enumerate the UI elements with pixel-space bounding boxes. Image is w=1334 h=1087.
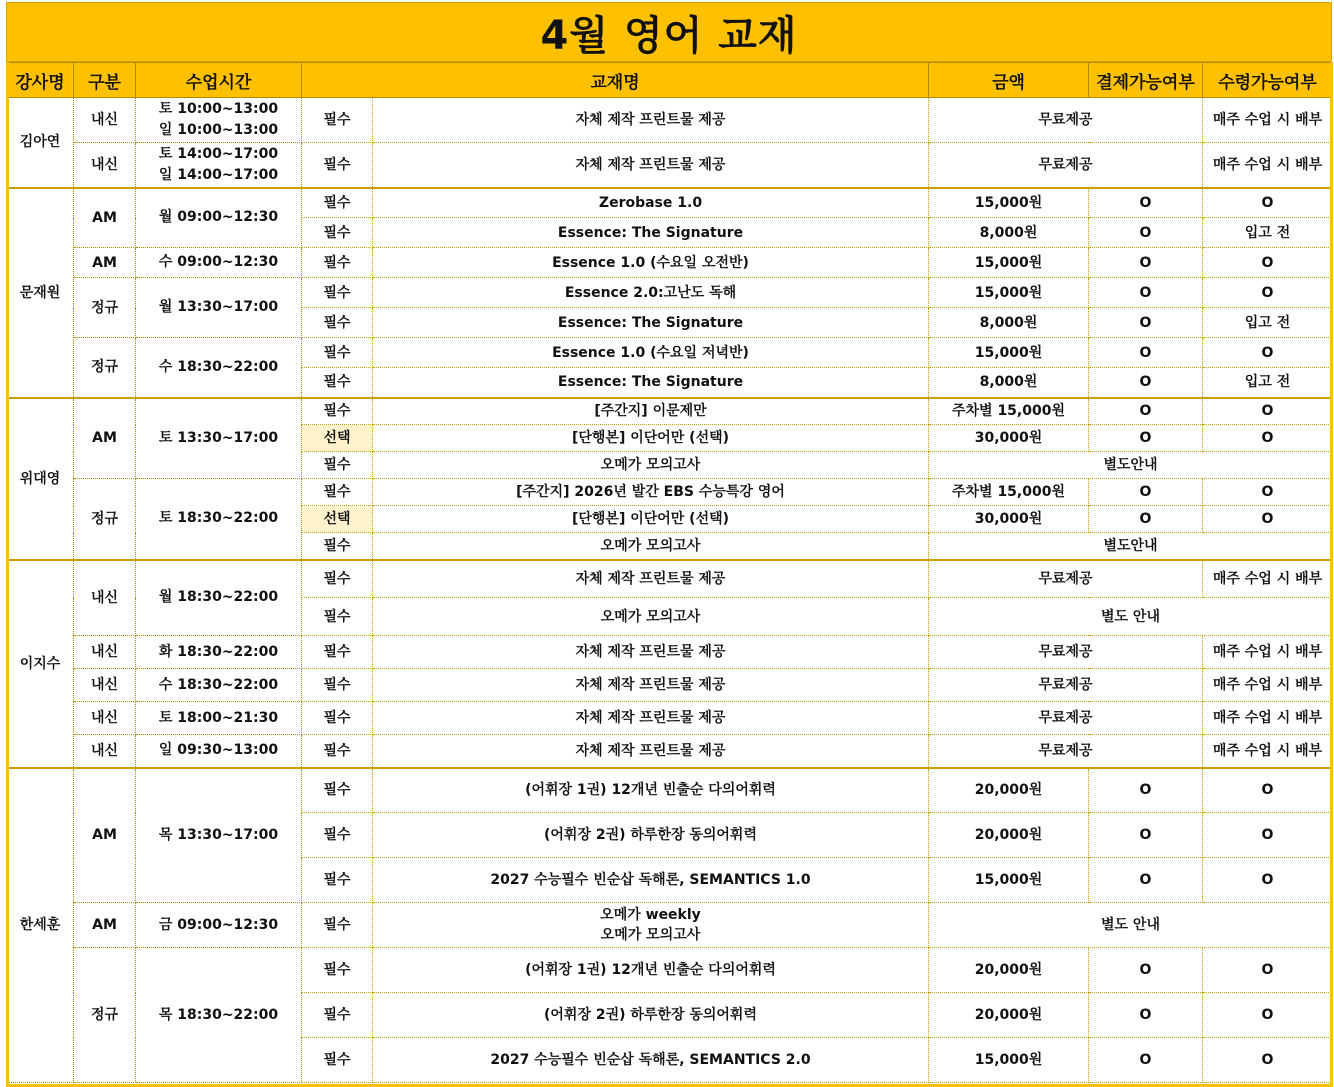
receive-cell: O bbox=[1203, 248, 1333, 278]
price-cell: 20,000원 bbox=[929, 768, 1089, 813]
requirement-cell: 필수 bbox=[302, 452, 373, 479]
class-time-line: 수 18:30~22:00 bbox=[158, 358, 279, 375]
header-receive: 수령가능여부 bbox=[1203, 63, 1333, 98]
class-time-cell bbox=[136, 903, 302, 948]
book-name-line: [단행본] 이단어만 (선택) bbox=[571, 511, 730, 527]
book-name-cell bbox=[373, 903, 929, 948]
category-cell: AM bbox=[74, 768, 136, 903]
price-cell: 20,000원 bbox=[929, 993, 1089, 1038]
price-note-cell: 무료제공 bbox=[929, 636, 1203, 669]
book-name-line: (어휘장 2권) 하루한장 동의어휘력 bbox=[544, 1007, 757, 1023]
payment-cell: O bbox=[1089, 218, 1203, 248]
requirement-cell: 필수 bbox=[302, 338, 373, 368]
receive-cell: 매주 수업 시 배부 bbox=[1203, 98, 1333, 143]
receive-cell: O bbox=[1203, 813, 1333, 858]
category-cell: 정규 bbox=[74, 338, 136, 398]
header-time: 수업시간 bbox=[136, 63, 302, 98]
class-time-cell bbox=[136, 143, 302, 188]
price-note-cell: 별도안내 bbox=[929, 533, 1333, 560]
requirement-cell: 필수 bbox=[302, 248, 373, 278]
price-cell: 15,000원 bbox=[929, 188, 1089, 218]
table-row bbox=[7, 398, 1333, 425]
book-name-line: Essence 1.0 (수요일 오전반) bbox=[552, 254, 749, 271]
sheet-border-left bbox=[6, 62, 9, 1087]
teacher-cell: 위대영 bbox=[7, 398, 74, 560]
class-time-line: 화 18:30~22:00 bbox=[158, 643, 279, 660]
book-name-line: 2027 수능필수 빈순삽 독해론, SEMANTICS 2.0 bbox=[490, 1052, 811, 1068]
requirement-cell: 필수 bbox=[302, 308, 373, 338]
price-cell: 15,000원 bbox=[929, 248, 1089, 278]
book-name-line: 오메가 모의고사 bbox=[600, 457, 701, 473]
price-cell: 8,000원 bbox=[929, 218, 1089, 248]
book-name-line: 오메가 weekly bbox=[600, 907, 701, 923]
table-row bbox=[7, 948, 1333, 993]
requirement-cell: 필수 bbox=[302, 858, 373, 903]
price-cell: 30,000원 bbox=[929, 506, 1089, 533]
requirement-cell: 필수 bbox=[302, 143, 373, 188]
requirement-cell: 필수 bbox=[302, 735, 373, 768]
book-name-line: [단행본] 이단어만 (선택) bbox=[571, 430, 730, 446]
table-row bbox=[7, 735, 1333, 768]
receive-cell: 매주 수업 시 배부 bbox=[1203, 669, 1333, 702]
class-time-line: 목 18:30~22:00 bbox=[158, 1006, 279, 1023]
book-name-line: (어휘장 2권) 하루한장 동의어휘력 bbox=[544, 827, 757, 843]
receive-cell: O bbox=[1203, 506, 1333, 533]
category-cell: AM bbox=[74, 398, 136, 479]
receive-cell: O bbox=[1203, 1038, 1333, 1083]
header-teacher: 강사명 bbox=[7, 63, 74, 98]
book-name-cell bbox=[373, 858, 929, 903]
book-name-line: 2027 수능필수 빈순삽 독해론, SEMANTICS 1.0 bbox=[490, 872, 811, 888]
requirement-cell: 필수 bbox=[302, 702, 373, 735]
header-category: 구분 bbox=[74, 63, 136, 98]
category-cell: AM bbox=[74, 248, 136, 278]
receive-cell: 입고 전 bbox=[1203, 368, 1333, 398]
header-book: 교재명 bbox=[302, 63, 929, 98]
price-cell: 8,000원 bbox=[929, 368, 1089, 398]
table-row bbox=[7, 188, 1333, 218]
book-name-line: (어휘장 1권) 12개년 빈출순 다의어휘력 bbox=[525, 962, 776, 978]
payment-cell: O bbox=[1089, 858, 1203, 903]
book-name-cell bbox=[373, 425, 929, 452]
book-name-line: Essence: The Signature bbox=[557, 314, 744, 331]
book-name-cell bbox=[373, 948, 929, 993]
receive-cell: 매주 수업 시 배부 bbox=[1203, 560, 1333, 598]
table-row bbox=[7, 702, 1333, 735]
category-cell: AM bbox=[74, 903, 136, 948]
class-time-cell bbox=[136, 188, 302, 248]
book-name-cell bbox=[373, 338, 929, 368]
book-name-cell bbox=[373, 308, 929, 338]
class-time-cell bbox=[136, 248, 302, 278]
book-name-line: 자체 제작 프린트물 제공 bbox=[575, 156, 726, 173]
price-note-cell: 무료제공 bbox=[929, 702, 1203, 735]
book-name-line: Essence 2.0:고난도 독해 bbox=[564, 284, 737, 301]
requirement-cell: 필수 bbox=[302, 278, 373, 308]
price-note-cell: 무료제공 bbox=[929, 669, 1203, 702]
requirement-cell: 필수 bbox=[302, 948, 373, 993]
class-time-line: 목 13:30~17:00 bbox=[158, 826, 279, 843]
receive-cell: O bbox=[1203, 338, 1333, 368]
receive-cell: O bbox=[1203, 398, 1333, 425]
book-name-line: [주간지] 2026년 발간 EBS 수능특강 영어 bbox=[516, 484, 785, 500]
book-name-cell bbox=[373, 1038, 929, 1083]
payment-cell: O bbox=[1089, 425, 1203, 452]
requirement-cell: 필수 bbox=[302, 398, 373, 425]
book-name-line: 오메가 모의고사 bbox=[600, 608, 701, 625]
class-time-line: 토 13:30~17:00 bbox=[158, 429, 279, 446]
requirement-cell: 필수 bbox=[302, 636, 373, 669]
book-name-cell bbox=[373, 278, 929, 308]
price-note-cell: 별도안내 bbox=[929, 452, 1333, 479]
price-note-cell: 무료제공 bbox=[929, 560, 1203, 598]
receive-cell: 매주 수업 시 배부 bbox=[1203, 143, 1333, 188]
receive-cell: O bbox=[1203, 425, 1333, 452]
payment-cell: O bbox=[1089, 768, 1203, 813]
receive-cell: O bbox=[1203, 858, 1333, 903]
payment-cell: O bbox=[1089, 248, 1203, 278]
price-cell: 15,000원 bbox=[929, 858, 1089, 903]
requirement-cell: 필수 bbox=[302, 993, 373, 1038]
class-time-line: 일 10:00~13:00 bbox=[158, 122, 279, 138]
teacher-cell: 문재원 bbox=[7, 188, 74, 398]
book-name-cell bbox=[373, 735, 929, 768]
payment-cell: O bbox=[1089, 813, 1203, 858]
table-row bbox=[7, 278, 1333, 308]
category-cell: 내신 bbox=[74, 636, 136, 669]
book-name-line: Essence: The Signature bbox=[557, 224, 744, 241]
class-time-line: 월 13:30~17:00 bbox=[158, 299, 279, 315]
price-note-cell: 무료제공 bbox=[929, 143, 1203, 188]
table-row bbox=[7, 248, 1333, 278]
requirement-cell: 필수 bbox=[302, 1038, 373, 1083]
table-body bbox=[7, 98, 1333, 1083]
book-name-line: 자체 제작 프린트물 제공 bbox=[575, 742, 726, 759]
payment-cell: O bbox=[1089, 506, 1203, 533]
payment-cell: O bbox=[1089, 338, 1203, 368]
class-time-cell bbox=[136, 479, 302, 560]
book-name-cell bbox=[373, 506, 929, 533]
class-time-line: 월 09:00~12:30 bbox=[158, 209, 279, 226]
book-name-cell bbox=[373, 560, 929, 598]
table-row bbox=[7, 338, 1333, 368]
class-time-line: 일 09:30~13:00 bbox=[158, 742, 279, 759]
requirement-cell: 필수 bbox=[302, 598, 373, 636]
payment-cell: O bbox=[1089, 278, 1203, 308]
book-name-line: 자체 제작 프린트물 제공 bbox=[575, 710, 726, 726]
class-time-line: 토 18:00~21:30 bbox=[158, 709, 279, 726]
payment-cell: O bbox=[1089, 993, 1203, 1038]
price-cell: 15,000원 bbox=[929, 338, 1089, 368]
requirement-cell: 필수 bbox=[302, 533, 373, 560]
class-time-cell bbox=[136, 278, 302, 338]
book-name-line: 자체 제작 프린트물 제공 bbox=[575, 677, 726, 693]
category-cell: 내신 bbox=[74, 702, 136, 735]
class-time-line: 토 14:00~17:00 bbox=[158, 145, 279, 162]
book-name-cell bbox=[373, 188, 929, 218]
book-name-cell bbox=[373, 533, 929, 560]
requirement-cell: 선택 bbox=[302, 425, 373, 452]
category-cell: 내신 bbox=[74, 143, 136, 188]
class-time-line: 토 18:30~22:00 bbox=[158, 510, 279, 527]
teacher-cell: 김아연 bbox=[7, 98, 74, 188]
class-time-cell bbox=[136, 669, 302, 702]
book-name-cell bbox=[373, 702, 929, 735]
receive-cell: O bbox=[1203, 993, 1333, 1038]
sheet-border-right bbox=[1330, 62, 1333, 1087]
table-row bbox=[7, 669, 1333, 702]
book-name-cell bbox=[373, 479, 929, 506]
payment-cell: O bbox=[1089, 368, 1203, 398]
category-cell: 내신 bbox=[74, 669, 136, 702]
price-note-cell: 무료제공 bbox=[929, 735, 1203, 768]
requirement-cell: 필수 bbox=[302, 560, 373, 598]
book-name-cell bbox=[373, 248, 929, 278]
sheet-title-bar bbox=[6, 2, 1332, 62]
price-note-cell: 별도 안내 bbox=[929, 903, 1333, 948]
receive-cell: O bbox=[1203, 768, 1333, 813]
book-name-cell bbox=[373, 993, 929, 1038]
header-payment: 결제가능여부 bbox=[1089, 63, 1203, 98]
receive-cell: 입고 전 bbox=[1203, 308, 1333, 338]
table-row bbox=[7, 903, 1333, 948]
book-name-cell bbox=[373, 368, 929, 398]
receive-cell: O bbox=[1203, 948, 1333, 993]
price-cell: 주차별 15,000원 bbox=[929, 479, 1089, 506]
book-name-cell bbox=[373, 143, 929, 188]
book-name-line: 오메가 모의고사 bbox=[600, 927, 701, 943]
book-name-cell bbox=[373, 813, 929, 858]
book-name-cell bbox=[373, 398, 929, 425]
class-time-line: 토 10:00~13:00 bbox=[158, 101, 279, 117]
book-name-cell bbox=[373, 598, 929, 636]
category-cell: AM bbox=[74, 188, 136, 248]
price-note-cell: 별도 안내 bbox=[929, 598, 1333, 636]
receive-cell: 매주 수업 시 배부 bbox=[1203, 636, 1333, 669]
price-cell: 8,000원 bbox=[929, 308, 1089, 338]
price-cell: 20,000원 bbox=[929, 813, 1089, 858]
class-time-cell bbox=[136, 735, 302, 768]
requirement-cell: 선택 bbox=[302, 506, 373, 533]
receive-cell: 입고 전 bbox=[1203, 218, 1333, 248]
receive-cell: O bbox=[1203, 479, 1333, 506]
receive-cell: 매주 수업 시 배부 bbox=[1203, 735, 1333, 768]
payment-cell: O bbox=[1089, 948, 1203, 993]
book-name-cell bbox=[373, 98, 929, 143]
requirement-cell: 필수 bbox=[302, 813, 373, 858]
table-row bbox=[7, 98, 1333, 143]
class-time-cell bbox=[136, 768, 302, 903]
book-name-line: [주간지] 이문제만 bbox=[594, 403, 707, 420]
receive-cell: O bbox=[1203, 278, 1333, 308]
teacher-cell: 이지수 bbox=[7, 560, 74, 768]
requirement-cell: 필수 bbox=[302, 98, 373, 143]
class-time-cell bbox=[136, 948, 302, 1083]
table-row bbox=[7, 479, 1333, 506]
book-name-cell bbox=[373, 218, 929, 248]
requirement-cell: 필수 bbox=[302, 768, 373, 813]
class-time-line: 일 14:00~17:00 bbox=[158, 166, 279, 183]
requirement-cell: 필수 bbox=[302, 479, 373, 506]
requirement-cell: 필수 bbox=[302, 218, 373, 248]
teacher-cell: 한세훈 bbox=[7, 768, 74, 1083]
table-row bbox=[7, 143, 1333, 188]
category-cell: 정규 bbox=[74, 278, 136, 338]
table-row bbox=[7, 768, 1333, 813]
category-cell: 정규 bbox=[74, 948, 136, 1083]
header-price: 금액 bbox=[929, 63, 1089, 98]
class-time-cell bbox=[136, 98, 302, 143]
payment-cell: O bbox=[1089, 1038, 1203, 1083]
book-name-line: Essence 1.0 (수요일 저녁반) bbox=[552, 344, 749, 361]
book-name-cell bbox=[373, 768, 929, 813]
header-row bbox=[7, 63, 1333, 98]
table-row bbox=[7, 636, 1333, 669]
requirement-cell: 필수 bbox=[302, 188, 373, 218]
class-time-line: 수 09:00~12:30 bbox=[158, 254, 279, 270]
table-row bbox=[7, 560, 1333, 598]
class-time-cell bbox=[136, 338, 302, 398]
book-name-cell bbox=[373, 636, 929, 669]
price-note-cell: 무료제공 bbox=[929, 98, 1203, 143]
book-name-line: 자체 제작 프린트물 제공 bbox=[575, 112, 726, 128]
book-name-line: 자체 제작 프린트물 제공 bbox=[575, 644, 726, 660]
book-name-line: Essence: The Signature bbox=[557, 374, 744, 391]
category-cell: 내신 bbox=[74, 98, 136, 143]
price-cell: 주차별 15,000원 bbox=[929, 398, 1089, 425]
book-name-line: Zerobase 1.0 bbox=[598, 194, 703, 211]
payment-cell: O bbox=[1089, 188, 1203, 218]
price-cell: 15,000원 bbox=[929, 278, 1089, 308]
category-cell: 정규 bbox=[74, 479, 136, 560]
class-time-line: 월 18:30~22:00 bbox=[158, 589, 279, 606]
price-cell: 20,000원 bbox=[929, 948, 1089, 993]
book-name-cell bbox=[373, 669, 929, 702]
payment-cell: O bbox=[1089, 308, 1203, 338]
textbook-table bbox=[6, 62, 1333, 1083]
price-cell: 30,000원 bbox=[929, 425, 1089, 452]
receive-cell: O bbox=[1203, 188, 1333, 218]
class-time-cell bbox=[136, 636, 302, 669]
class-time-cell bbox=[136, 702, 302, 735]
class-time-cell bbox=[136, 560, 302, 636]
book-name-cell bbox=[373, 452, 929, 479]
class-time-line: 수 18:30~22:00 bbox=[158, 676, 279, 693]
book-name-line: (어휘장 1권) 12개년 빈출순 다의어휘력 bbox=[525, 782, 776, 799]
payment-cell: O bbox=[1089, 479, 1203, 506]
requirement-cell: 필수 bbox=[302, 669, 373, 702]
sheet-title: 4월 영어 교재 bbox=[540, 12, 798, 59]
book-name-line: 자체 제작 프린트물 제공 bbox=[575, 570, 726, 587]
receive-cell: 매주 수업 시 배부 bbox=[1203, 702, 1333, 735]
payment-cell: O bbox=[1089, 398, 1203, 425]
category-cell: 내신 bbox=[74, 560, 136, 636]
book-name-line: 오메가 모의고사 bbox=[600, 537, 701, 554]
category-cell: 내신 bbox=[74, 735, 136, 768]
requirement-cell: 필수 bbox=[302, 368, 373, 398]
price-cell: 15,000원 bbox=[929, 1038, 1089, 1083]
class-time-line: 금 09:00~12:30 bbox=[158, 916, 279, 933]
class-time-cell bbox=[136, 398, 302, 479]
requirement-cell: 필수 bbox=[302, 903, 373, 948]
